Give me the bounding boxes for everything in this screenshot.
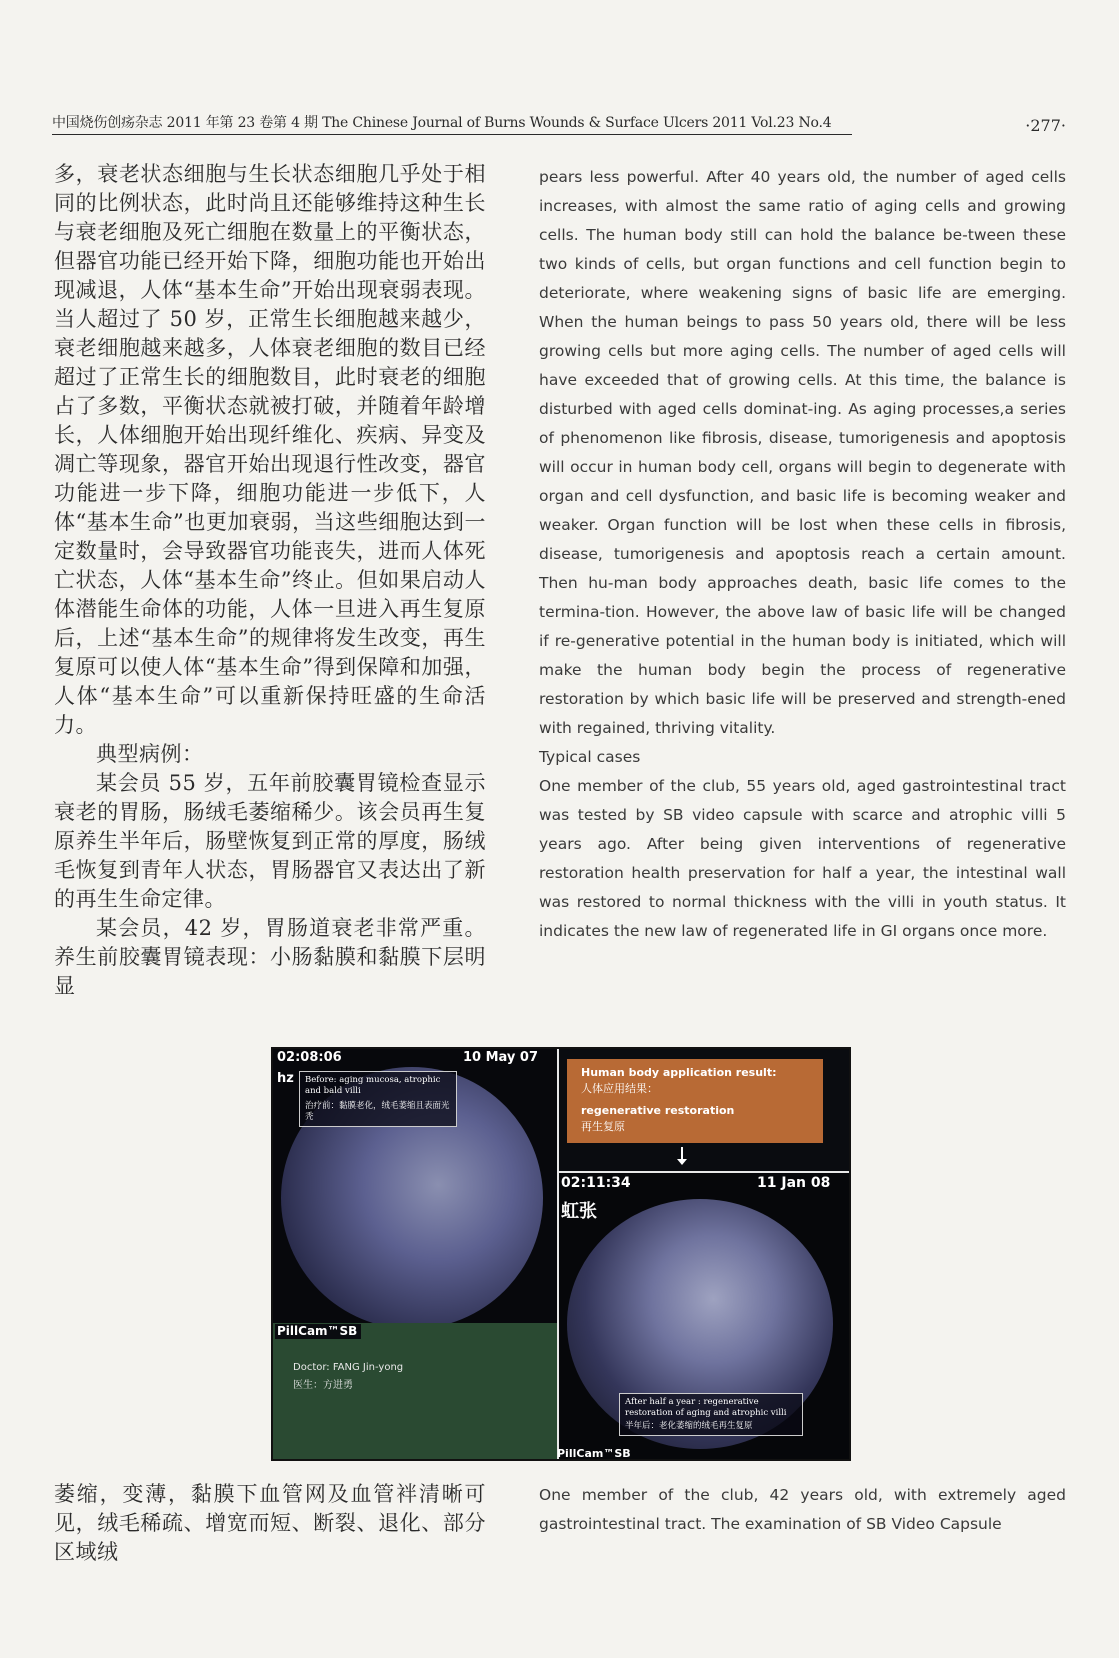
zh-heading-typical-cases: 典型病例： [96,742,204,766]
result-title-en: Human body application result: [581,1066,777,1079]
zh-continuation: 萎缩，变薄，黏膜下血管网及血管袢清晰可见，绒毛稀疏、增宽而短、断裂、退化、部分区域绒 [54,1482,486,1564]
before-caption-en: Before: aging mucosa, atrophic and bald villi [305,1075,441,1096]
doctor-credit [293,1359,403,1395]
endoscopy-figure [271,1047,851,1461]
after-caption-zh: 半年后：老化萎缩的绒毛再生复原 [625,1421,753,1431]
after-caption-en: After half a year : regenerative restoration of aging and atrophic villi [625,1397,787,1418]
before-timestamp: 02:08:06 [277,1050,342,1065]
page-number: ·277· [1025,116,1066,135]
journal-title: 中国烧伤创疡杂志 2011 年第 23 卷第 4 期 The Chinese Journal of Burns Wounds & Surface Ulcers 2011 Vol.23 No.4 [52,112,852,135]
en-heading-typical-cases: Typical cases [539,748,641,766]
before-marker: hz [277,1071,294,1086]
result-title-zh: 人体应用结果： [581,1082,658,1095]
result-panel [557,1049,849,1171]
down-arrow-icon [681,1147,683,1163]
before-date: 10 May 07 [463,1050,539,1065]
running-header [52,112,1066,138]
zh-paragraph: 多，衰老状态细胞与生长状态细胞几乎处于相同的比例状态，此时尚且还能够维持这种生长与衰老细胞及死亡细胞在数量上的平衡状态，但器官功能已经开始下降，细胞功能也开始出现减退，人体“基本生命”开始出现衰弱表现。当人超过了 50 岁，正常生长细胞越来越少，衰老细胞越来越多，人体衰老细胞的数目已经超过了正常生长的细胞数目，此时衰老的细胞占了多数，平衡状态就被打破，并随着年龄增长，人体细胞开始出现纤维化、疾病、异变及凋亡等现象，器官开始出现退行性改变，器官功能进一步下降，细胞功能进一步低下，人体“基本生命”也更加衰弱，当这些细胞达到一定数量时，会导致器官功能丧失，进而人体死亡状态，人体“基本生命”终止。但如果启动人体潜能生命体的功能，人体一旦进入再生复原后，上述“基本生命”的规律将发生改变，再生复原可以使人体“基本生命”得到保障和加强，人体“基本生命”可以重新保持旺盛的生命活力。 [54,162,486,737]
en-continuation: One member of the club, 42 years old, with extremely aged gastrointestinal tract. The examination of SB Video Capsule [539,1486,1066,1533]
en-paragraph: pears less powerful. After 40 years old, the number of aged cells increases, with almost the same ratio of aging cells and growing cells. The human body still can hold the balance be-tween these two kinds of cells, but organ functions and cell function begin to deteriorate, where weakening signs of basic life are emerging. When the human beings to pass 50 years old, there will be less growing cells but more aging cells. The number of aged cells will have exceeded that of growing cells. At this time, the balance is disturbed with aged cells dominat-ing. As aging processes,a series of phenomenon like fibrosis, disease, tumorigenesis and apoptosis will occur in human body cell, organs will begin to degenerate with organ and cell dysfunction, and basic life is becoming weaker and weaker. Organ function will be lost when these cells in fibrosis, disease, tumorigenesis and apoptosis reach a certain amount. Then hu-man body approaches death, basic life comes to the termina-tion. However, the above law of basic life will be changed if re-generative potential in the human body is initiated, which will make the human body begin the process of regenerative restoration by which basic life will be preserved and strength-ened with regained, thriving vitality. [539,168,1066,737]
en-case-1: One member of the club, 55 years old, aged gastrointestinal tract was tested by SB video capsule with scarce and atrophic villi 5 years ago. After being given interventions of regenerative restoration health preservation for half a year, the intestinal wall was restored to normal thickness with the villi in youth status. It indicates the new law of regenerated life in GI organs once more. [539,777,1066,940]
regen-label-zh: 再生复原 [581,1120,625,1133]
after-marker: 虹张 [561,1201,597,1222]
zh-case-2: 某会员，42 岁，胃肠道衰老非常严重。养生前胶囊胃镜表现：小肠黏膜和黏膜下层明显 [54,916,486,998]
pillcam-label-right: PillCam™SB [557,1447,631,1460]
after-date: 11 Jan 08 [757,1175,831,1191]
english-column-bottom [539,1481,1066,1539]
pillcam-label-left: PillCam™SB [275,1324,361,1339]
before-caption-zh: 治疗前：黏膜老化，绒毛萎缩且表面光秃 [305,1101,450,1122]
chinese-column-bottom [54,1480,486,1567]
doctor-name-en: Doctor: FANG Jin-yong [293,1362,404,1373]
regen-label-en: regenerative restoration [581,1104,735,1117]
after-caption [619,1393,803,1436]
after-image-panel [557,1171,849,1459]
chinese-column-top [54,160,486,1001]
zh-case-1: 某会员 55 岁，五年前胶囊胃镜检查显示衰老的胃肠，肠绒毛萎缩稀少。该会员再生复原养生半年后，肠壁恢复到正常的厚度，肠绒毛恢复到青年人状态，胃肠器官又表达出了新的再生生命定律。 [54,771,486,911]
before-caption [299,1071,457,1127]
result-box [567,1059,823,1143]
panel-divider-vertical [557,1049,559,1459]
doctor-name-zh: 医生：方进勇 [293,1380,353,1391]
before-image-panel [273,1049,557,1323]
panel-divider-horizontal [557,1171,849,1173]
english-column-top [539,163,1066,946]
after-timestamp: 02:11:34 [561,1175,631,1191]
